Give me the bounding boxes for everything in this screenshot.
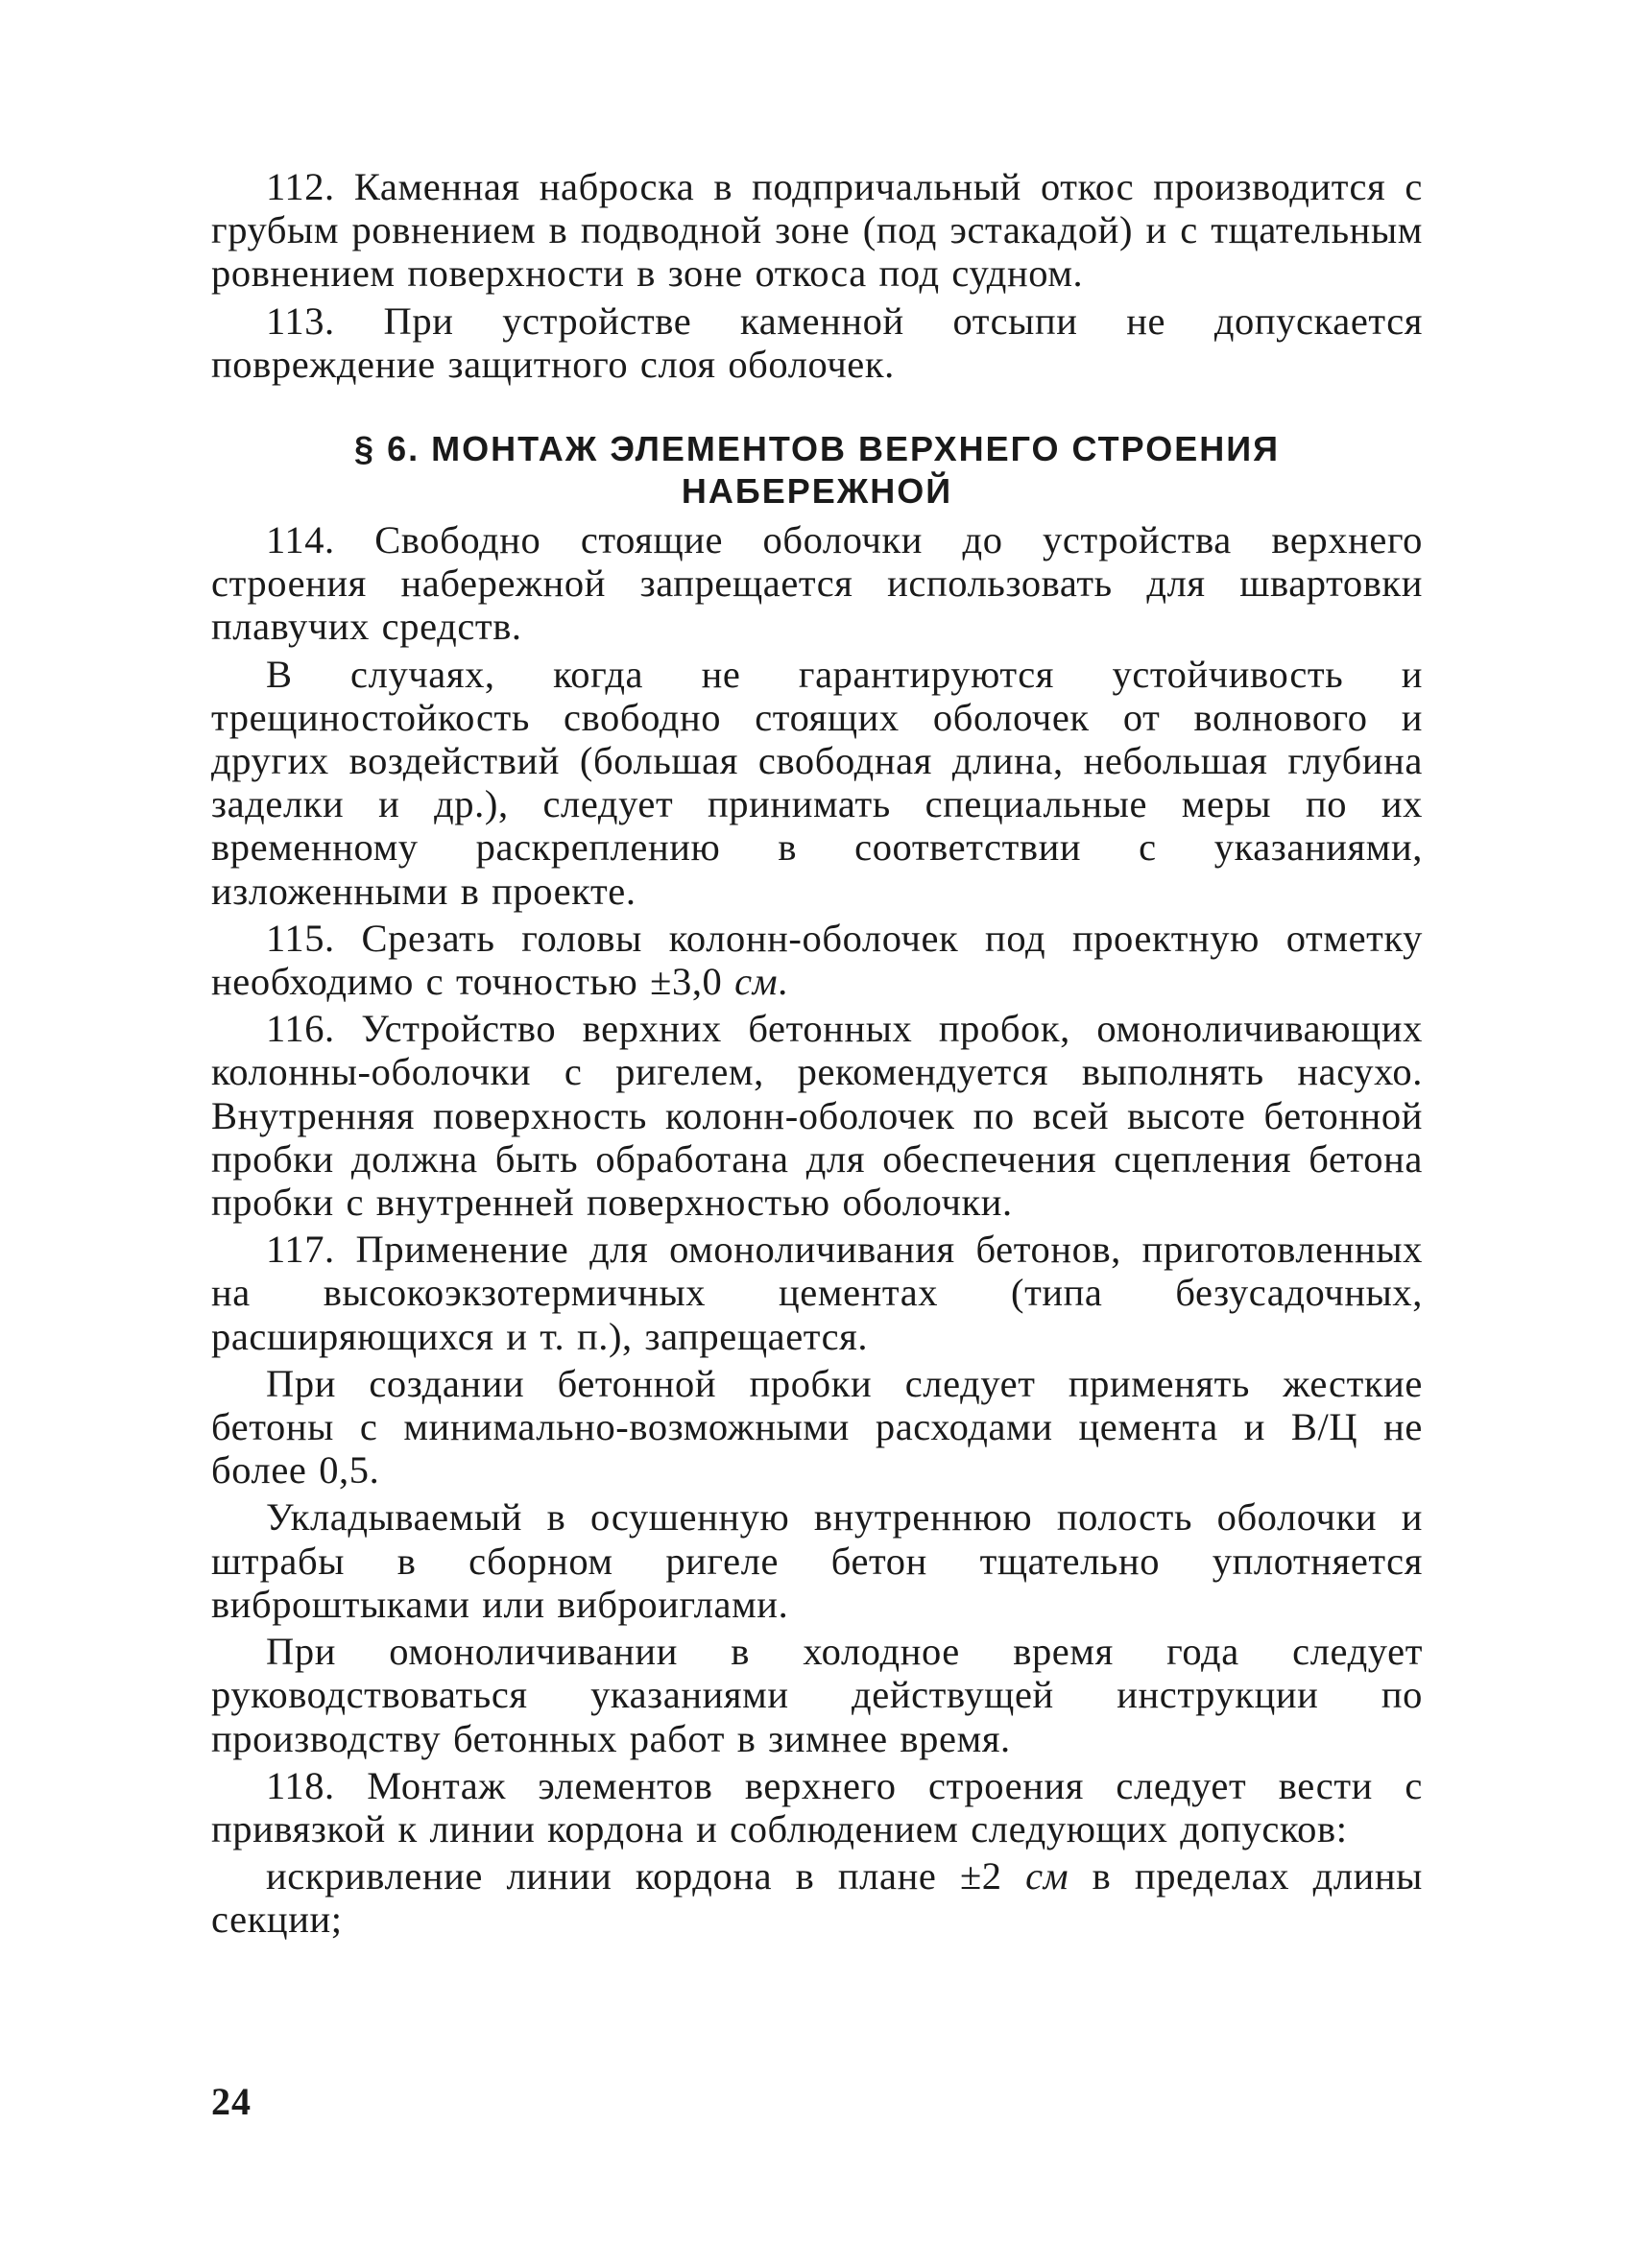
paragraph-112: 112. Каменная наброска в подпричальный откос производится с грубым ровнением в подводной зоне (под эстакадой) и с тщательным ровнением поверхности в зоне откоса под судном. [211,165,1423,296]
paragraph-117-cont-1: При создании бетонной пробки следует применять жесткие бетоны с минимально-возможными расходами цемента и В/Ц не более 0,5. [211,1361,1423,1492]
paragraph-116: 116. Устройство верхних бетонных пробок, омоноличивающих колонны-оболочки с ригелем, рекомендуется выполнять насухо. Внутренняя поверхность колонн-оболочек по всей высоте бетонной пробки должна быть обработана для обеспечения сцепления бетона пробки с внутренней поверхностью оболочки. [211,1007,1423,1225]
curvature-unit: см [1025,1854,1069,1898]
section-heading-line-2: НАБЕРЕЖНОЙ [681,471,953,512]
paragraph-114: 114. Свободно стоящие оболочки до устройства верхнего строения набережной запрещается использовать для швартовки плавучих средств. [211,518,1423,649]
spacer [211,390,1423,428]
paragraph-118-item [211,1854,1423,1941]
paragraph-117: 117. Применение для омоноличивания бетонов, приготовленных на высокоэкзотермичных цементах (типа безусадочных, расширяющихся и т. п.), запрещается. [211,1228,1423,1358]
tolerance-value: ±3,0 [650,960,723,1004]
paragraph-118-item-text: искривление линии кордона в плане [266,1854,960,1898]
document-page [211,165,1423,1946]
page-number: 24 [211,2080,252,2123]
section-heading-line-1: § 6. МОНТАЖ ЭЛЕМЕНТОВ ВЕРХНЕГО СТРОЕНИЯ [354,429,1280,469]
paragraph-118: 118. Монтаж элементов верхнего строения следует вести с привязкой к линии кордона и соблюдением следующих допусков: [211,1763,1423,1850]
paragraph-113: 113. При устройстве каменной отсыпи не допускается повреждение защитного слоя оболочек. [211,298,1423,386]
curvature-value: ±2 [959,1854,1002,1898]
tolerance-unit: см [734,960,779,1004]
section-heading [211,428,1423,513]
paragraph-115 [211,917,1423,1003]
paragraph-114-cont: В случаях, когда не гарантируются устойчивость и трещиностойкость свободно стоящих оболочек от волнового и других воздействий (большая свободная длина, небольшая глубина заделки и др.), следует принимать специальные меры по их временному раскреплению в соответствии с указаниями, изложенными в проекте. [211,652,1423,913]
paragraph-117-cont-2: Укладываемый в осушенную внутреннюю полость оболочки и штрабы в сборном ригеле бетон тщательно уплотняется виброштыками или виброиглами. [211,1495,1423,1626]
paragraph-115-text: 115. Срезать головы колонн-оболочек под проектную отметку необходимо с точностью [211,916,1423,1004]
paragraph-117-cont-3: При омоноличивании в холодное время года следует руководствоваться указаниями действущей инструкции по производству бетонных работ в зимнее время. [211,1630,1423,1760]
paragraph-118-item-tail: в пределах длины секции; [211,1854,1423,1942]
paragraph-115-tail: . [778,960,788,1004]
